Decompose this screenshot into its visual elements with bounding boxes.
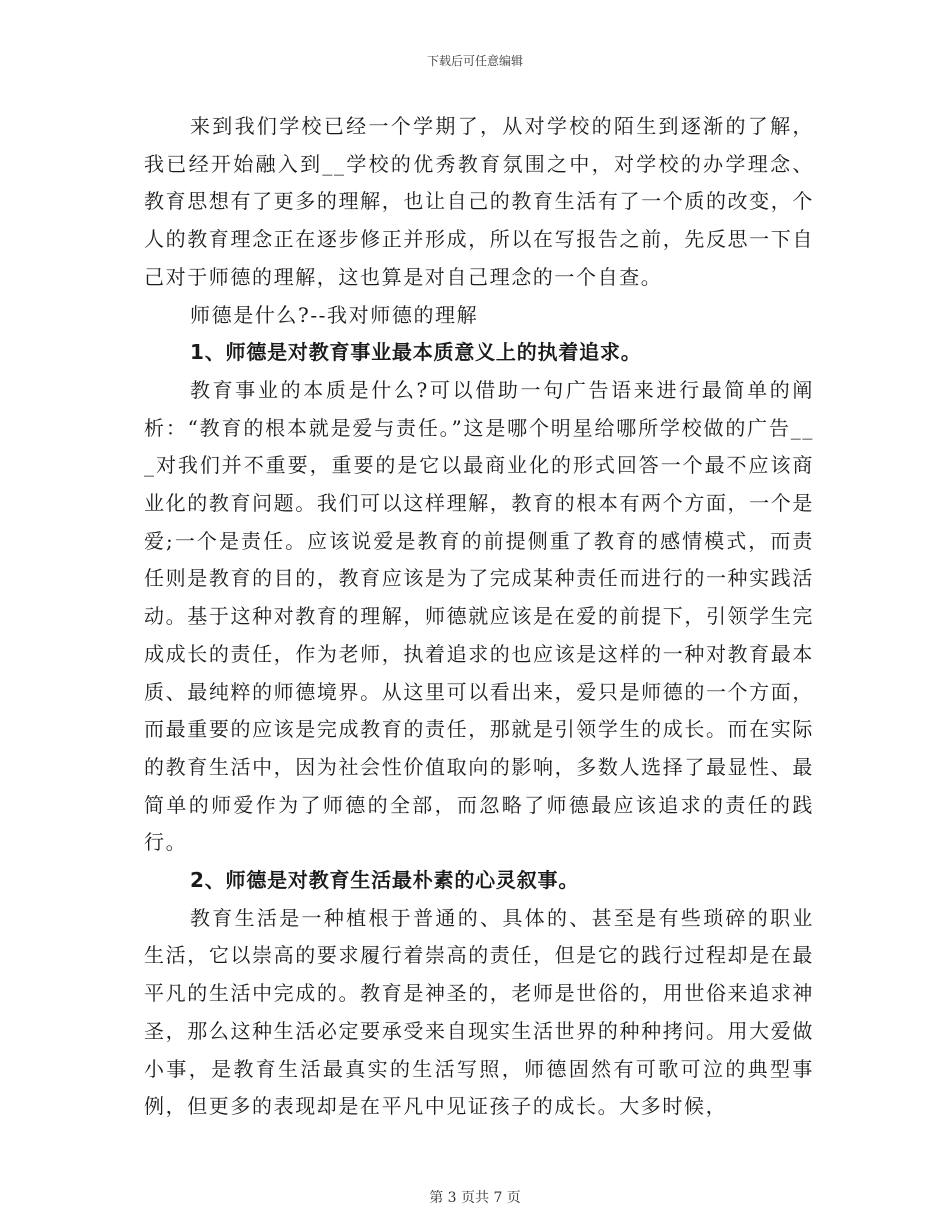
paragraph-1: 教育事业的本质是什么?可以借助一句广告语来进行最简单的阐析：“教育的根本就是爱与责任。”这是哪个明星给哪所学校做的广告___对我们并不重要，重要的是它以最商业化的形式回答一个最不应该商业化的教育问题。我们可以这样理解，教育的根本有两个方面，一个是爱;一个是责任。应该说爱是教育的前提侧重了教育的感情模式，而责任则是教育的目的，教育应该是为了完成某种责任而进行的一种实践活动。基于这种对教育的理解，师德就应该是在爱的前提下，引领学生完成成长的责任，作为老师，执着追求的也应该是这样的一种对教育最本质、最纯粹的师德境界。从这里可以看出来，爱只是师德的一个方面，而最重要的应该是完成教育的责任，那就是引领学生的成长。而在实际的教育生活中，因为社会性价值取向的影响，多数人选择了最显性、最简单的师爱作为了师德的全部，而忽略了师德最应该追求的责任的践行。 [144, 377, 814, 855]
paragraph-2: 教育生活是一种植根于普通的、具体的、甚至是有些琐碎的职业生活，它以崇高的要求履行着崇高的责任，但是它的践行过程却是在最平凡的生活中完成的。教育是神圣的，老师是世俗的，用世俗来追求神圣，那么这种生活必定要承受来自现实生活世界的种种拷问。用大爱做小事，是教育生活最真实的生活写照，师德固然有可歌可泣的典型事例，但更多的表现却是在平凡中见证孩子的成长。大多时候， [144, 905, 814, 1119]
document-body [144, 108, 814, 1126]
intro-paragraph: 来到我们学校已经一个学期了，从对学校的陌生到逐渐的了解，我已经开始融入到__学校的优秀教育氛围之中，对学校的办学理念、教育思想有了更多的理解，也让自己的教育生活有了一个质的改变，个人的教育理念正在逐步修正并形成，所以在写报告之前，先反思一下自己对于师德的理解，这也算是对自己理念的一个自查。 [144, 114, 814, 289]
page-header: 下载后可任意编辑 [426, 54, 523, 68]
page-footer: 第 3 页共 7 页 [429, 1190, 521, 1206]
heading-2: 2、师德是对教育生活最朴素的心灵叙事。 [190, 868, 580, 893]
heading-1: 1、师德是对教育事业最本质意义上的执着追求。 [190, 340, 642, 365]
section-subtitle: 师德是什么?--我对师德的理解 [190, 302, 479, 327]
